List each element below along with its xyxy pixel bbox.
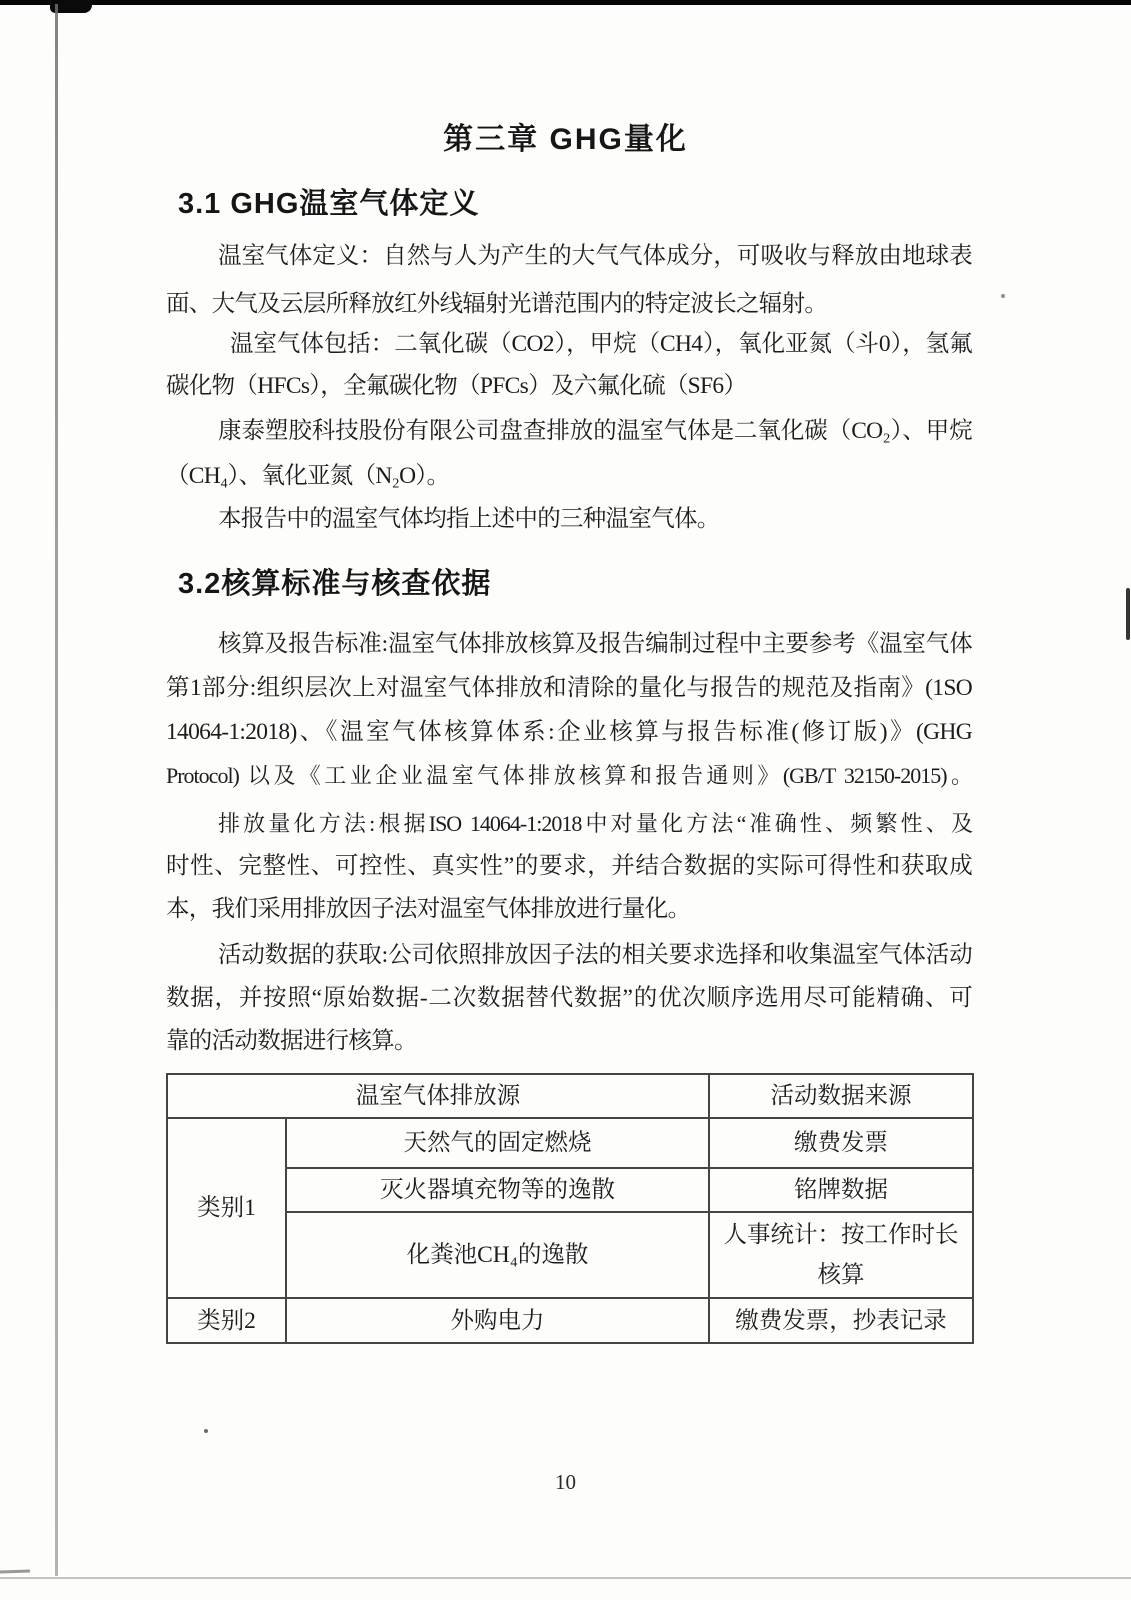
page-number: 10 — [555, 1470, 576, 1494]
table-header-row — [167, 1074, 973, 1118]
section-3-1-heading: 3.1 GHG温室气体定义 — [178, 188, 480, 220]
table-cell-data: 铭牌数据 — [709, 1168, 973, 1212]
text-line: （CH₄）、氧化亚氮（N₂O）。 — [166, 463, 450, 489]
text-line: Protocol) 以及《工业企业温室气体排放核算和报告通则》(GB/T 32150-2015)。 — [166, 763, 972, 788]
table-cell-category: 类别1 — [167, 1118, 286, 1298]
table-cell-data: 缴费发票 — [709, 1118, 973, 1168]
table-cell-source: 天然气的固定燃烧 — [286, 1118, 709, 1168]
scan-spine-line-artifact — [55, 4, 58, 1576]
scan-speck-artifact — [1001, 294, 1005, 298]
paragraph-quantification-method — [166, 802, 972, 931]
table-cell-source: 外购电力 — [286, 1298, 709, 1343]
text-line: 排放量化方法:根据ISO 14064-1:2018中对量化方法“准确性、频繁性、及 — [218, 811, 972, 836]
scan-right-dash-artifact — [1126, 588, 1130, 640]
paragraph-activity-data — [166, 934, 972, 1063]
text-line: 温室气体定义：自然与人为产生的大气气体成分，可吸收与释放由地球表 — [218, 243, 972, 269]
table-cell-category: 类别2 — [167, 1298, 286, 1343]
text-line: 本，我们采用排放因子法对温室气体排放进行量化。 — [166, 896, 691, 922]
text-line: 核算及报告标准:温室气体排放核算及报告编制过程中主要参考《温室气体 — [218, 631, 972, 657]
paragraph-ghg-list — [166, 323, 972, 407]
table-cell-data: 人事统计：按工作时长核算 — [709, 1212, 973, 1298]
table-cell-source: 灭火器填充物等的逸散 — [286, 1168, 709, 1212]
table-header-emission-source: 温室气体排放源 — [167, 1074, 709, 1118]
table-row — [167, 1168, 973, 1212]
table-header-data-source: 活动数据来源 — [709, 1074, 973, 1118]
scan-top-edge-artifact — [0, 0, 1131, 5]
emissions-source-table — [166, 1073, 974, 1344]
paragraph-report-scope — [166, 497, 972, 542]
scan-bottom-line-artifact — [0, 1577, 1131, 1579]
paragraph-accounting-standards — [166, 622, 972, 798]
table-cell-source: 化粪池CH₄的逸散 — [286, 1212, 709, 1298]
table-row — [167, 1298, 973, 1343]
text-line: 本报告中的温室气体均指上述中的三种温室气体。 — [218, 506, 720, 532]
paragraph-company-gases — [166, 409, 972, 499]
scan-speck-artifact — [204, 1429, 208, 1433]
text-line: 时性、完整性、可控性、真实性”的要求，并结合数据的实际可得性和获取成 — [166, 853, 972, 879]
text-line: 第1部分:组织层次上对温室气体排放和清除的量化与报告的规范及指南》(1SO — [166, 675, 972, 701]
text-line: 康泰塑胶科技股份有限公司盘查排放的温室气体是二氧化碳（CO₂）、甲烷 — [218, 418, 972, 444]
text-line: 活动数据的获取:公司依照排放因子法的相关要求选择和收集温室气体活动 — [218, 942, 972, 968]
table-cell-data: 缴费发票，抄表记录 — [709, 1298, 973, 1343]
scan-bottom-tick-artifact — [0, 1569, 30, 1573]
section-3-2-heading: 3.2核算标准与核查依据 — [178, 568, 492, 600]
table-row — [167, 1118, 973, 1168]
text-line: 温室气体包括：二氧化碳（CO2），甲烷（CH4），氧化亚氮（斗0），氢氟 — [230, 331, 972, 357]
text-line: 面、大气及云层所释放红外线辐射光谱范围内的特定波长之辐射。 — [166, 291, 828, 317]
chapter-title: 第三章 GHG量化 — [443, 123, 688, 156]
table-row — [167, 1212, 973, 1298]
text-line: 14064-1:2018)、《温室气体核算体系:企业核算与报告标准(修订版)》(GHG — [166, 719, 972, 745]
text-line: 碳化物（HFCs），全氟碳化物（PFCs）及六氟化硫（SF6） — [166, 373, 747, 399]
text-line: 数据，并按照“原始数据-二次数据替代数据”的优次顺序选用尽可能精确、可 — [166, 985, 972, 1011]
paragraph-ghg-definition — [166, 232, 972, 328]
text-line: 靠的活动数据进行核算。 — [166, 1028, 417, 1054]
